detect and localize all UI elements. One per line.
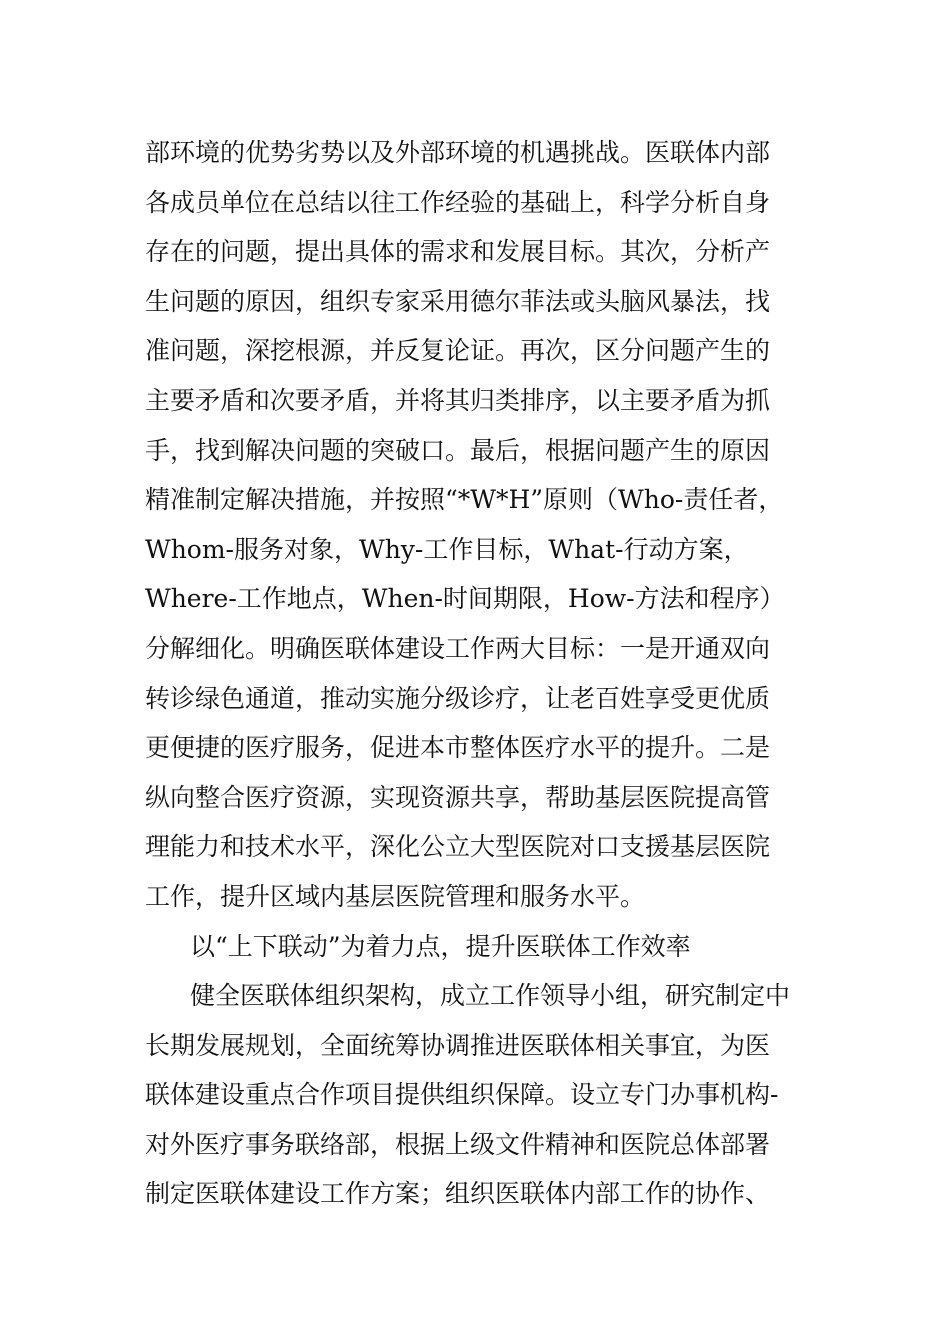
text-line: 长期发展规划，全面统筹协调推进医联体相关事宜，为医 xyxy=(145,1030,771,1060)
text-line: Whom-服务对象，Why-工作目标，What-行动方案， xyxy=(145,534,749,564)
text-line: 工作，提升区域内基层医院管理和服务水平。 xyxy=(145,881,646,911)
text-line: 更便捷的医疗服务，促进本市整体医疗水平的提升。二是 xyxy=(145,733,771,763)
text-line: 转诊绿色通道，推动实施分级诊疗，让老百姓享受更优质 xyxy=(145,683,771,713)
text-line: 制定医联体建设工作方案；组织医联体内部工作的协作、 xyxy=(145,1179,771,1209)
text-line: 手，找到解决问题的突破口。最后，根据问题产生的原因 xyxy=(145,435,771,465)
text-line: 精准制定解决措施，并按照“*W*H”原则（Who-责任者， xyxy=(145,485,784,515)
text-line: 分解细化。明确医联体建设工作两大目标：一是开通双向 xyxy=(145,633,771,663)
text-line: 部环境的优势劣势以及外部环境的机遇挑战。医联体内部 xyxy=(145,138,771,167)
text-line: 生问题的原因，组织专家采用德尔菲法或头脑风暴法，找 xyxy=(145,286,771,316)
text-line: 存在的问题，提出具体的需求和发展目标。其次，分析产 xyxy=(145,237,771,267)
text-line: 准问题，深挖根源，并反复论证。再次，区分问题产生的 xyxy=(145,336,771,366)
section-heading: 以“上下联动”为着力点，提升医联体工作效率 xyxy=(190,931,691,961)
text-line: 各成员单位在总结以往工作经验的基础上，科学分析自身 xyxy=(145,187,771,217)
text-line: 主要矛盾和次要矛盾，并将其归类排序，以主要矛盾为抓 xyxy=(145,385,771,415)
text-line: 健全医联体组织架构，成立工作领导小组，研究制定中 xyxy=(190,981,791,1011)
text-line: 纵向整合医疗资源，实现资源共享，帮助基层医院提高管 xyxy=(145,782,771,812)
text-line: Where-工作地点，When-时间期限，How-方法和程序） xyxy=(145,584,785,614)
paragraph-1 xyxy=(145,128,825,922)
paragraph-2 xyxy=(145,971,825,1219)
text-line: 对外医疗事务联络部，根据上级文件精神和医院总体部署 xyxy=(145,1129,771,1159)
text-line: 理能力和技术水平，深化公立大型医院对口支援基层医院 xyxy=(145,832,771,862)
body-text xyxy=(145,128,825,1219)
text-line: 联体建设重点合作项目提供组织保障。设立专门办事机构- xyxy=(145,1080,779,1110)
